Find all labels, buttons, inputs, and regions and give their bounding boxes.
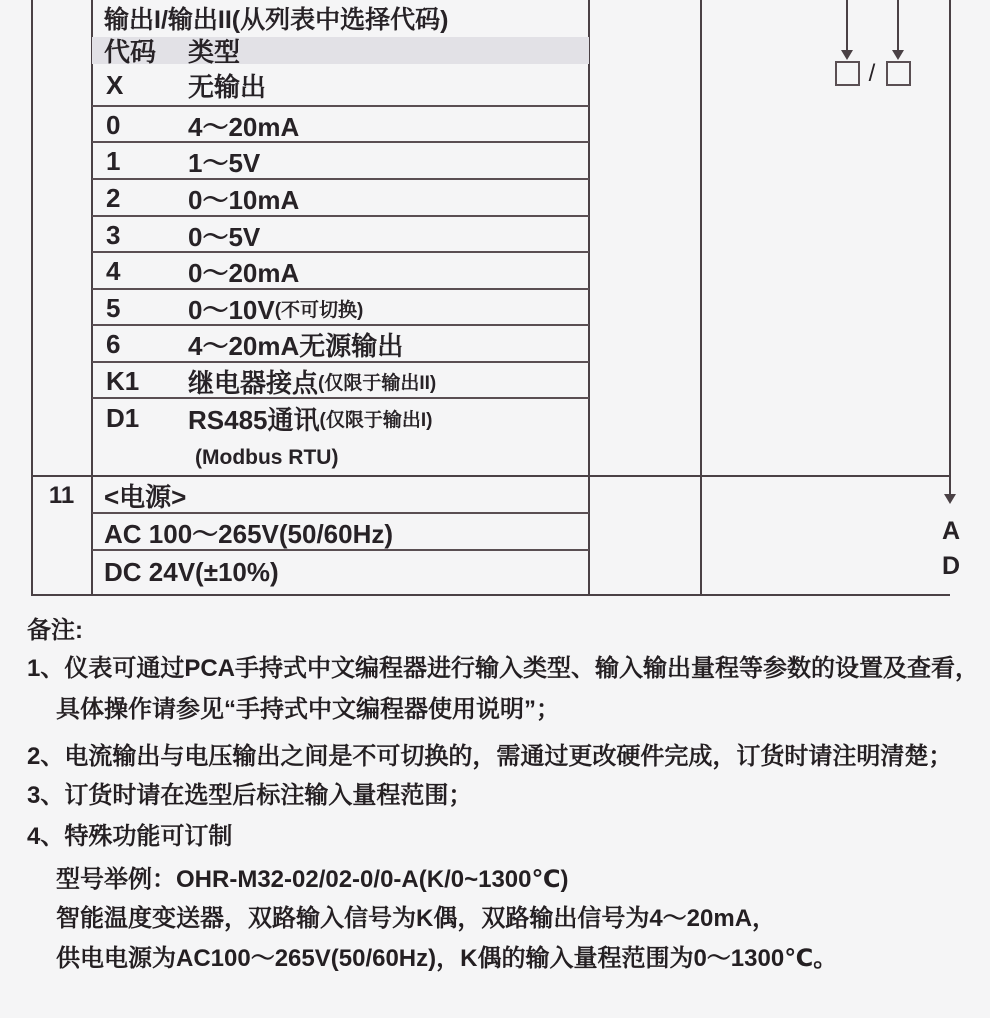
row-type-note: (不可切换) — [274, 299, 364, 321]
power-title: <电源> — [104, 482, 187, 512]
row-type: 1～5V — [188, 148, 261, 178]
table-right-border — [949, 0, 951, 477]
note-line: 1、仪表可通过PCA手持式中文编程器进行输入类型、输入输出量程等参数的设置及查看， — [27, 655, 980, 682]
power-code-d: D — [941, 551, 961, 580]
down-arrow-icon — [846, 0, 848, 50]
row-type: 继电器接点 — [188, 367, 319, 398]
table-row — [92, 399, 589, 477]
note-line: 具体操作请参见“手持式中文编程器使用说明”； — [56, 696, 560, 723]
table-row — [92, 143, 589, 180]
row-type: 0～20mA — [188, 258, 300, 288]
row-code: 4 — [106, 256, 121, 286]
table-row — [92, 290, 589, 326]
table-row — [92, 217, 589, 253]
table-row — [92, 107, 589, 143]
row-type: 无输出 — [188, 72, 267, 102]
row-type: 0～10mA — [188, 185, 300, 215]
table-row — [92, 64, 589, 107]
row-type: 0～5V — [188, 221, 261, 252]
power-code-a: A — [941, 516, 961, 545]
notes-heading: 备注: — [27, 617, 83, 644]
table-row — [92, 253, 589, 290]
box-separator: / — [868, 59, 876, 87]
output-table-title: 输出I/输出II(从列表中选择代码) — [104, 6, 449, 34]
row-type: 0～10V — [188, 294, 275, 325]
type-column-header: 类型 — [188, 37, 241, 67]
row-type: 4～20mA — [188, 111, 300, 142]
row-code: 5 — [106, 292, 121, 323]
row-code: X — [106, 70, 124, 100]
down-arrowhead-icon — [892, 50, 904, 60]
power-option-dc: DC 24V(±10%) — [104, 557, 279, 587]
note-line: 供电电源为AC100～265V(50/60Hz)，K偶的输入量程范围为0～1300℃。 — [56, 945, 838, 972]
row-type-note: (仅限于输出I) — [319, 410, 433, 431]
down-arrowhead-icon — [841, 50, 853, 60]
note-line-model-example: 型号举例：OHR-M32-02/02-0/0-A(K/0~1300℃) — [56, 866, 569, 893]
down-arrowhead-icon — [944, 494, 956, 504]
code-type-header-row — [92, 37, 589, 67]
table-row — [92, 363, 589, 399]
note-line: 2、电流输出与电压输出之间是不可切换的，需通过更改硬件完成，订货时请注明清楚； — [27, 743, 953, 770]
row-code: 3 — [106, 219, 121, 250]
row-code: D1 — [106, 403, 140, 433]
row-code: 1 — [106, 146, 121, 176]
note-line: 智能温度变送器，双路输入信号为K偶，双路输出信号为4～20mA， — [56, 905, 777, 932]
row-code: 0 — [106, 109, 121, 140]
row-type: RS485通讯 — [188, 405, 320, 435]
output2-code-box — [886, 61, 911, 86]
output1-code-box — [835, 61, 860, 86]
table-bottom-border — [31, 594, 950, 596]
power-row-number: 11 — [48, 481, 75, 509]
row-code: 6 — [106, 329, 121, 359]
code-column-divider — [700, 0, 702, 596]
row-code: K1 — [106, 365, 140, 396]
down-arrow-icon — [949, 477, 951, 494]
note-line: 3、订货时请在选型后标注输入量程范围； — [27, 782, 473, 809]
table-row — [92, 180, 589, 217]
row-code: 2 — [106, 183, 121, 213]
down-arrow-icon — [897, 0, 899, 50]
code-column-header: 代码 — [104, 37, 157, 67]
note-line: 4、特殊功能可订制 — [27, 823, 233, 850]
row-type: 4～20mA无源输出 — [188, 331, 404, 361]
table-row — [92, 326, 589, 363]
row-type-note-line2: (Modbus RTU) — [195, 445, 339, 469]
row-type-note: (仅限于输出II) — [318, 372, 437, 394]
power-option-ac: AC 100～265V(50/60Hz) — [104, 519, 394, 549]
